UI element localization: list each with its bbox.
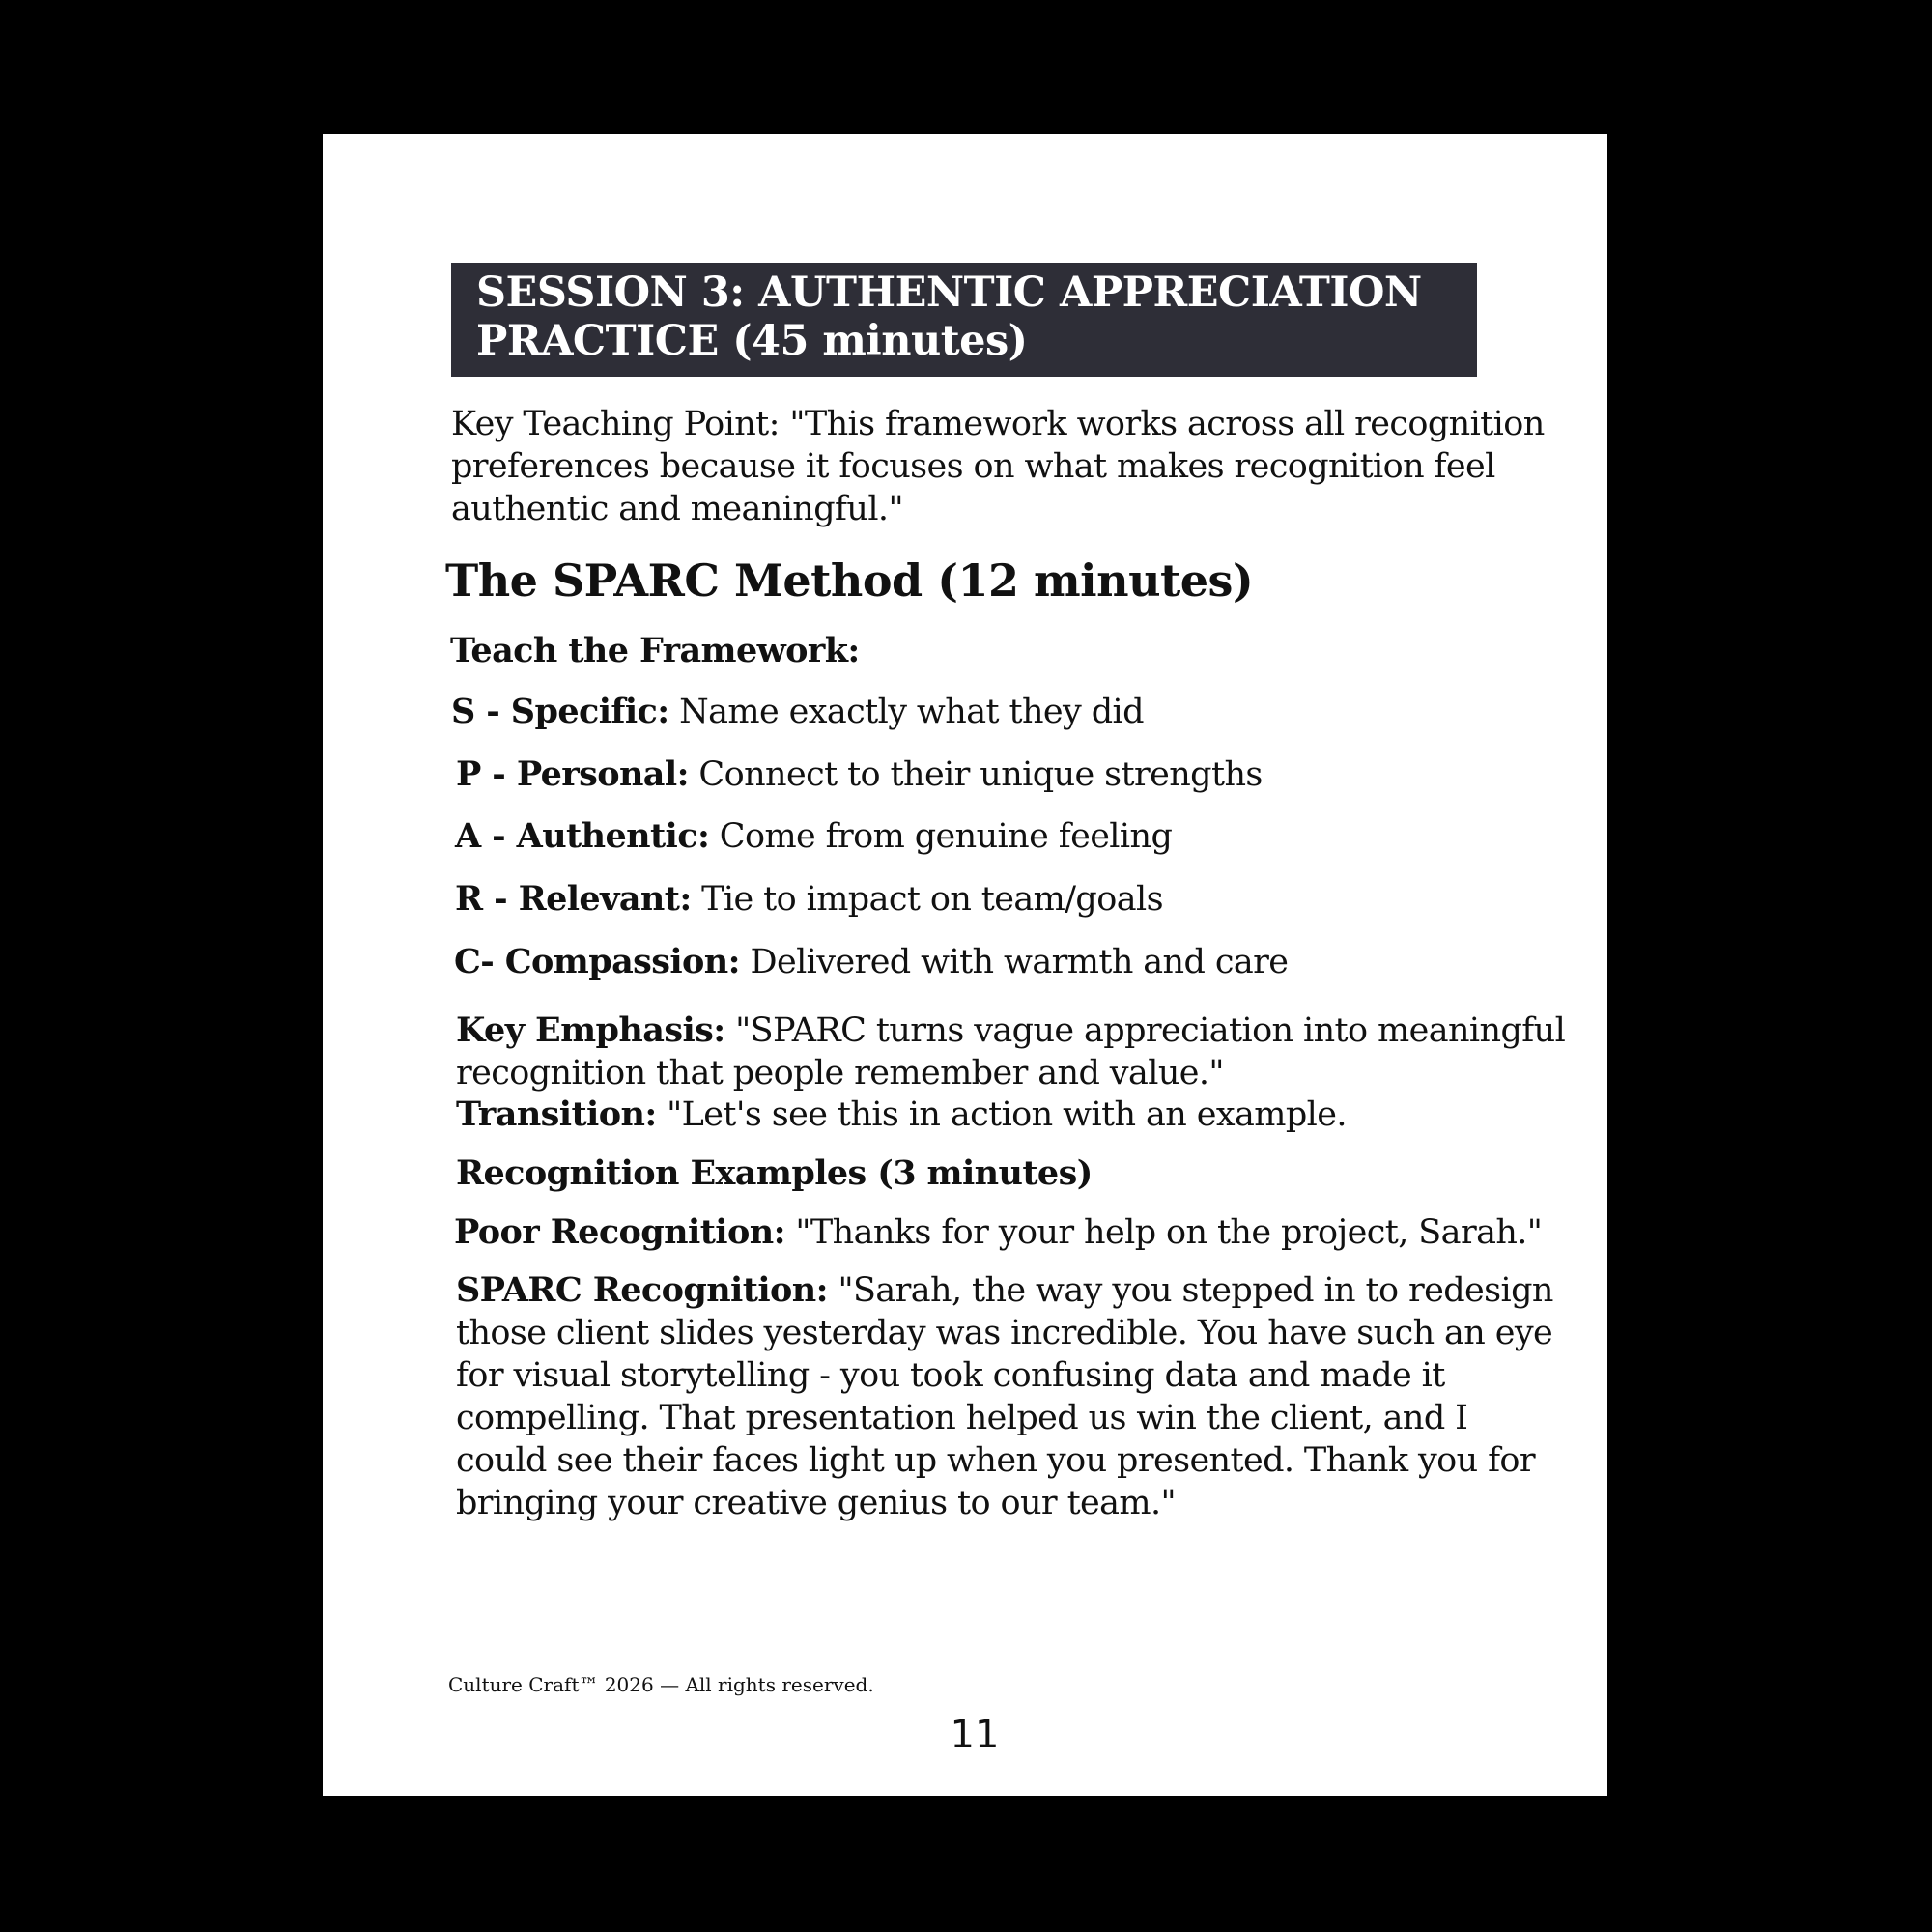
page-number: 11 [950,1713,1000,1757]
framework-item-text: Name exactly what they did [668,693,1144,731]
sparc-recognition-label: SPARC Recognition: [456,1270,828,1310]
framework-item-text: Connect to their unique strengths [688,755,1263,794]
poor-recognition [454,1211,1542,1254]
framework-item-label: C- Compassion: [454,942,740,981]
framework-item-label: S - Specific: [451,692,669,731]
key-emphasis-line-2: recognition that people remember and value." [456,1054,1224,1093]
framework-item-label: A - Authentic: [455,816,710,856]
sparc-recognition [456,1269,1553,1524]
poor-recognition-text: "Thanks for your help on the project, Sarah." [784,1213,1543,1252]
transition [456,1094,1347,1136]
key-teaching-point-line-2: preferences because it focuses on what makes recognition feel [451,447,1495,486]
sparc-recognition-line-3: for visual storytelling - you took confusing data and made it [456,1356,1445,1395]
sparc-recognition-line-1: "Sarah, the way you stepped in to redesign [827,1271,1553,1310]
framework-item-personal [456,753,1263,796]
sparc-recognition-line-2: those client slides yesterday was incredible. You have such an eye [456,1314,1553,1352]
framework-item-authentic [455,815,1172,858]
framework-item-text: Tie to impact on team/goals [691,880,1163,919]
framework-item-label: P - Personal: [456,754,689,794]
framework-item-label: R - Relevant: [455,879,692,919]
sparc-recognition-line-6: bringing your creative genius to our team." [456,1484,1177,1522]
document-page [323,134,1607,1796]
session-title-line-1: SESSION 3: AUTHENTIC APPRECIATION [476,269,1422,317]
session-title-line-2: PRACTICE (45 minutes) [476,317,1028,365]
copyright-notice: Culture Craft™ 2026 — All rights reserved. [448,1673,874,1696]
key-teaching-point [451,403,1545,530]
framework-item-text: Delivered with warmth and care [739,943,1289,981]
key-teaching-point-line-1: Key Teaching Point: "This framework works across all recognition [451,405,1545,443]
framework-item-compassion [454,941,1288,983]
sparc-recognition-line-5: could see their faces light up when you presented. Thank you for [456,1441,1536,1480]
transition-text: "Let's see this in action with an example. [656,1095,1347,1134]
examples-heading: Recognition Examples (3 minutes) [456,1153,1093,1193]
framework-item-specific [451,691,1144,733]
key-teaching-point-line-3: authentic and meaningful." [451,490,903,528]
section-subheading: Teach the Framework: [450,631,860,670]
section-heading: The SPARC Method (12 minutes) [445,554,1254,607]
poor-recognition-label: Poor Recognition: [454,1212,785,1252]
session-title-banner [451,263,1477,377]
key-emphasis-line-1: "SPARC turns vague appreciation into meaningful [724,1011,1566,1050]
key-emphasis [456,1009,1566,1094]
transition-label: Transition: [456,1094,657,1134]
sparc-recognition-line-4: compelling. That presentation helped us win the client, and I [456,1399,1468,1437]
framework-item-relevant [455,878,1163,921]
framework-item-text: Come from genuine feeling [709,817,1173,856]
key-emphasis-label: Key Emphasis: [456,1010,725,1050]
